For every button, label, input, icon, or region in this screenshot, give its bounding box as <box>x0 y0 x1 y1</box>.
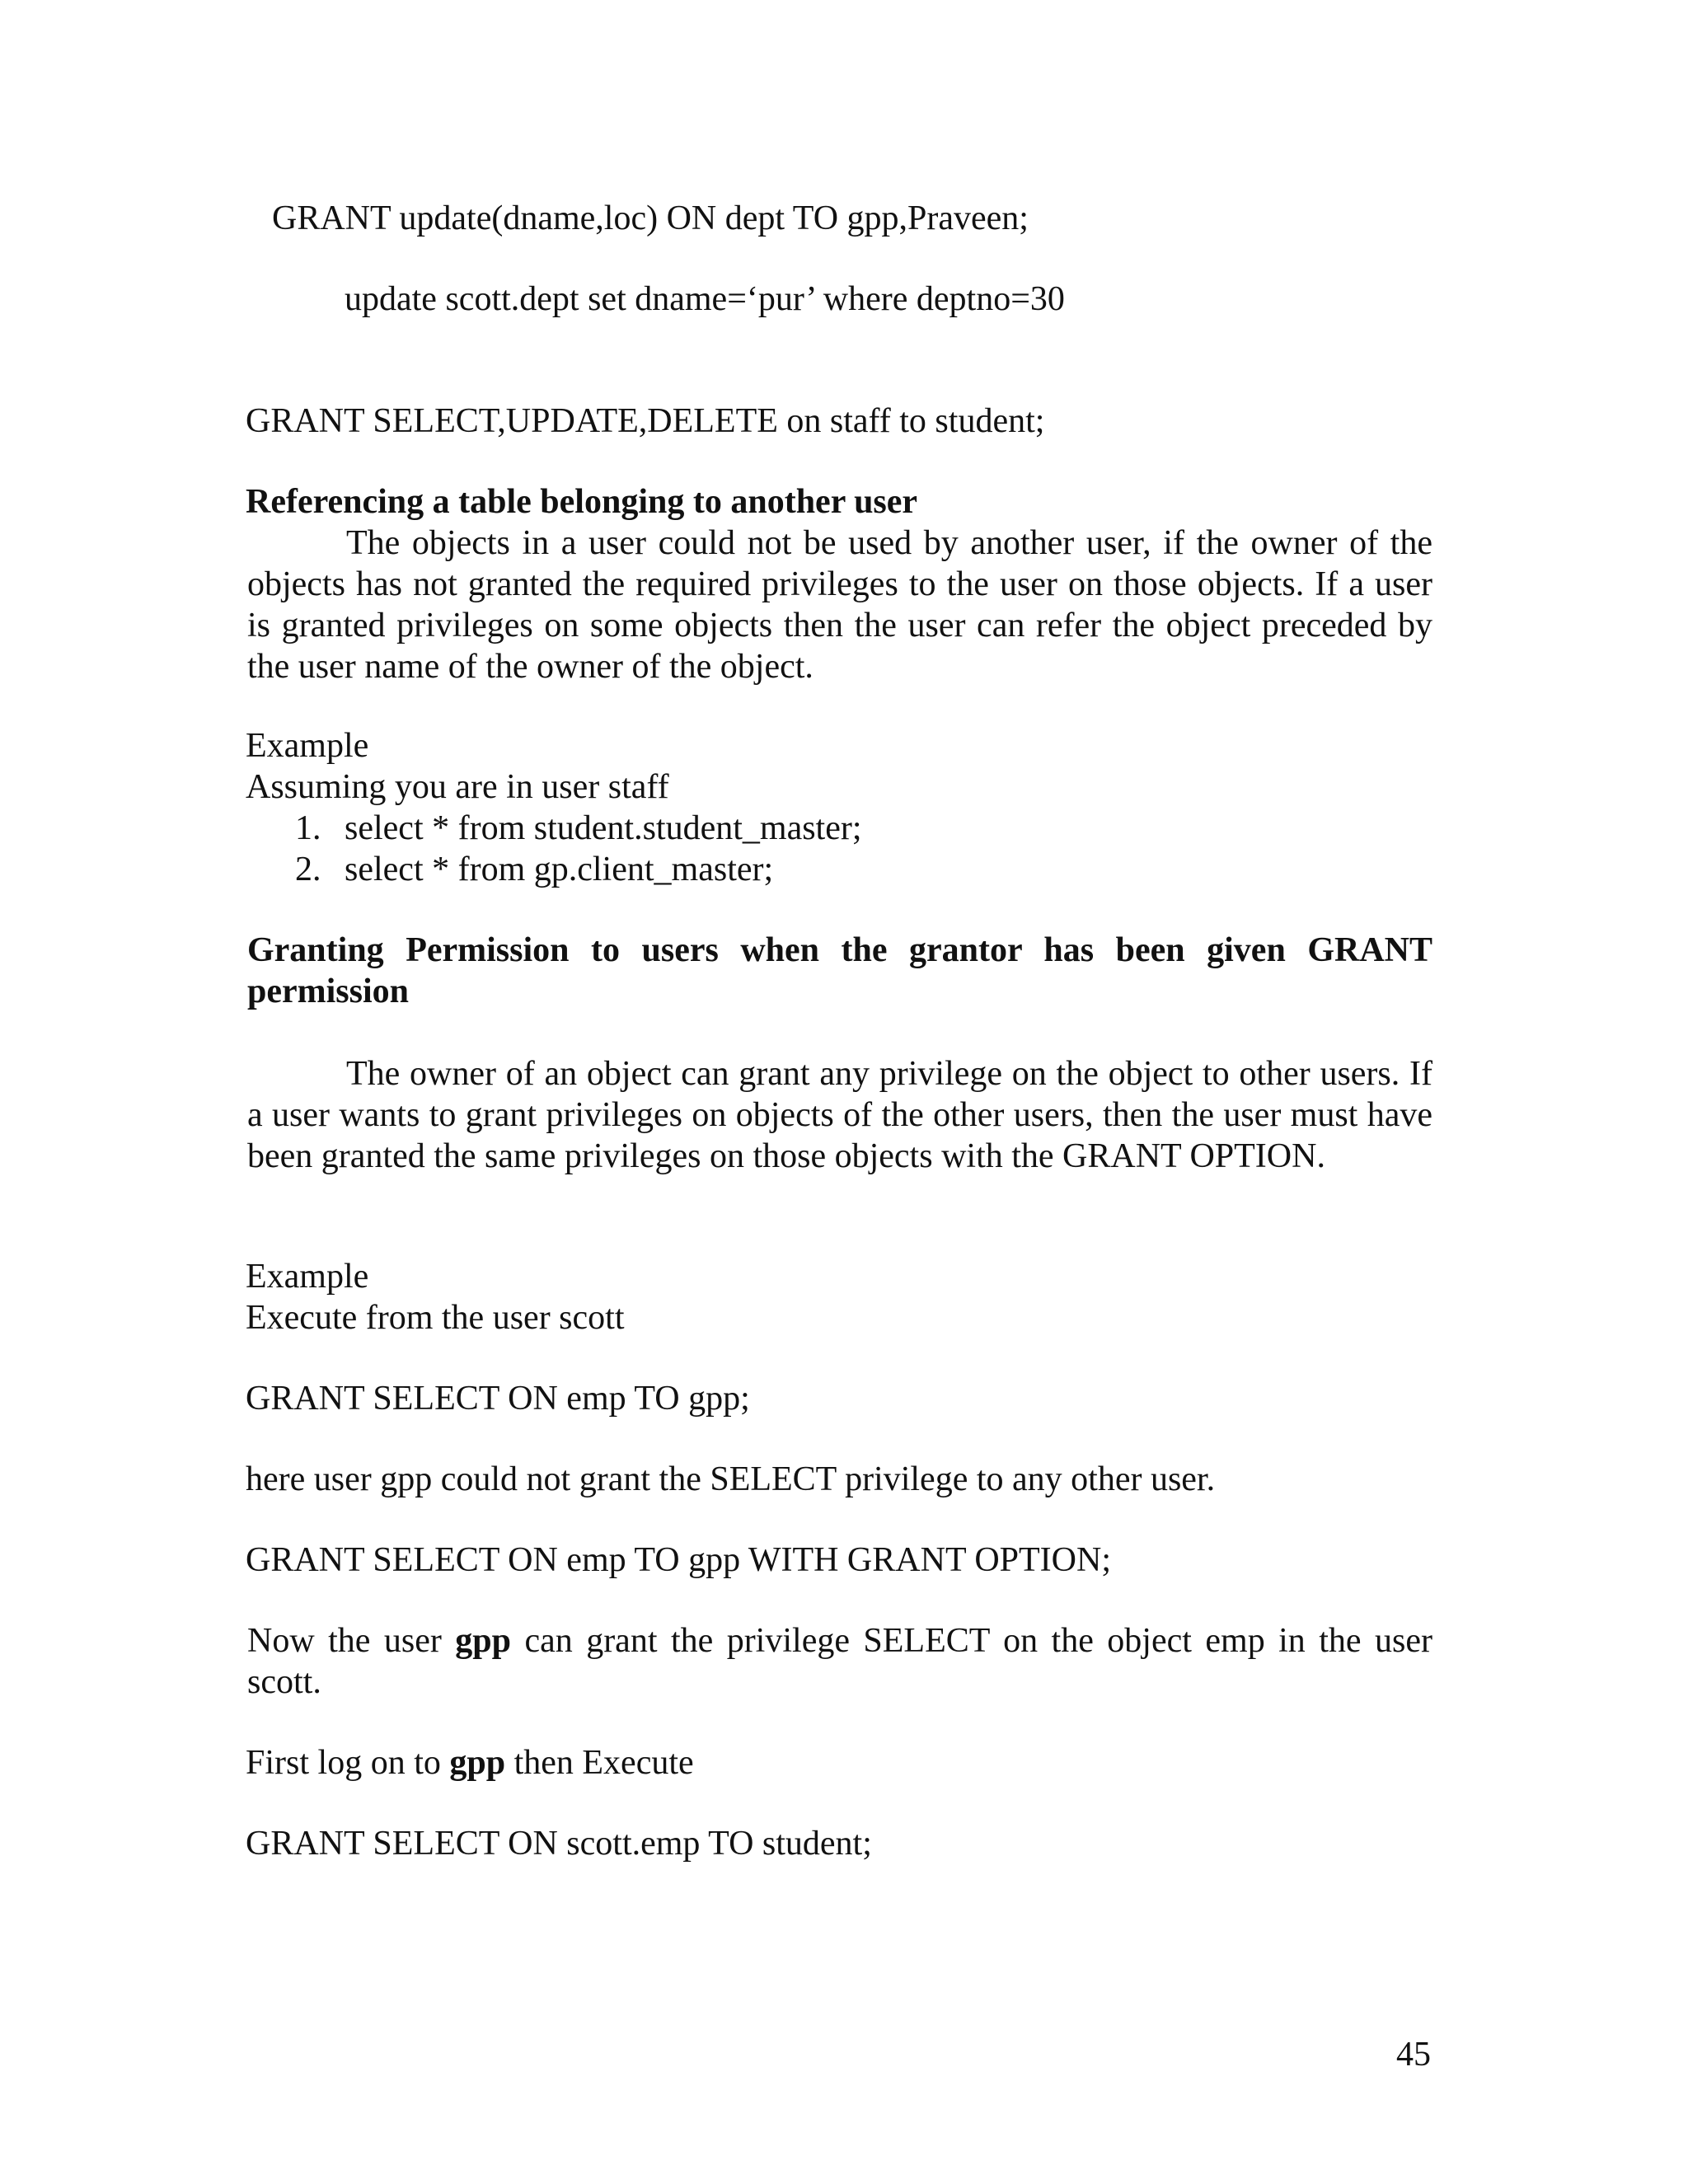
example-label-2: Example <box>246 1258 369 1296</box>
list-number: 1. <box>295 809 321 847</box>
paragraph-granting-permission: The owner of an object can grant any privilege on the object to other users. If a user wants to grant privileges on objects of the other users, then the user must have been granted the same privileges on those objects with the GRANT OPTION. <box>247 1055 1432 1175</box>
code-line-grant-with-option: GRANT SELECT ON emp TO gpp WITH GRANT OPTION; <box>246 1541 1111 1579</box>
paragraph-referencing: The objects in a user could not be used by another user, if the owner of the objects has not granted the required privileges to the user on those objects. If a user is granted privileges on some objects then the user can refer the object preceded by the user name of the owner of the object. <box>247 524 1432 686</box>
list-text: select * from gp.client_master; <box>345 851 774 888</box>
assumption-line: Assuming you are in user staff <box>246 768 669 806</box>
first-log-prefix: First log on to <box>246 1744 450 1782</box>
section-heading-granting-permission: Granting Permission to users when the grantor has been given GRANT permission <box>247 931 1432 1010</box>
now-user-prefix: Now the user <box>247 1622 456 1660</box>
execute-from-line: Execute from the user scott <box>246 1299 625 1337</box>
here-user-line: here user gpp could not grant the SELECT privilege to any other user. <box>246 1460 1216 1498</box>
first-log-bold: gpp <box>449 1744 506 1782</box>
page-number: 45 <box>1396 2036 1431 2074</box>
code-line-update-scott: update scott.dept set dname=‘pur’ where deptno=30 <box>345 280 1065 318</box>
now-user-suffix: can grant the privilege SELECT on the object emp in the user scott. <box>247 1622 1432 1701</box>
code-line-grant-select-update-delete: GRANT SELECT,UPDATE,DELETE on staff to student; <box>246 402 1045 440</box>
code-line-grant-select-emp: GRANT SELECT ON emp TO gpp; <box>246 1380 750 1418</box>
first-log-suffix: then Execute <box>505 1744 694 1782</box>
first-log-line <box>246 1742 694 1783</box>
example-label-1: Example <box>246 727 369 765</box>
list-text: select * from student.student_master; <box>345 809 862 847</box>
code-line-grant-update: GRANT update(dname,loc) ON dept TO gpp,Praveen; <box>272 199 1029 237</box>
now-user-paragraph <box>247 1620 1432 1703</box>
section-heading-referencing: Referencing a table belonging to another user <box>246 483 918 521</box>
now-user-bold: gpp <box>455 1622 512 1660</box>
code-line-grant-scott-emp: GRANT SELECT ON scott.emp TO student; <box>246 1825 872 1863</box>
list-number: 2. <box>295 851 321 888</box>
